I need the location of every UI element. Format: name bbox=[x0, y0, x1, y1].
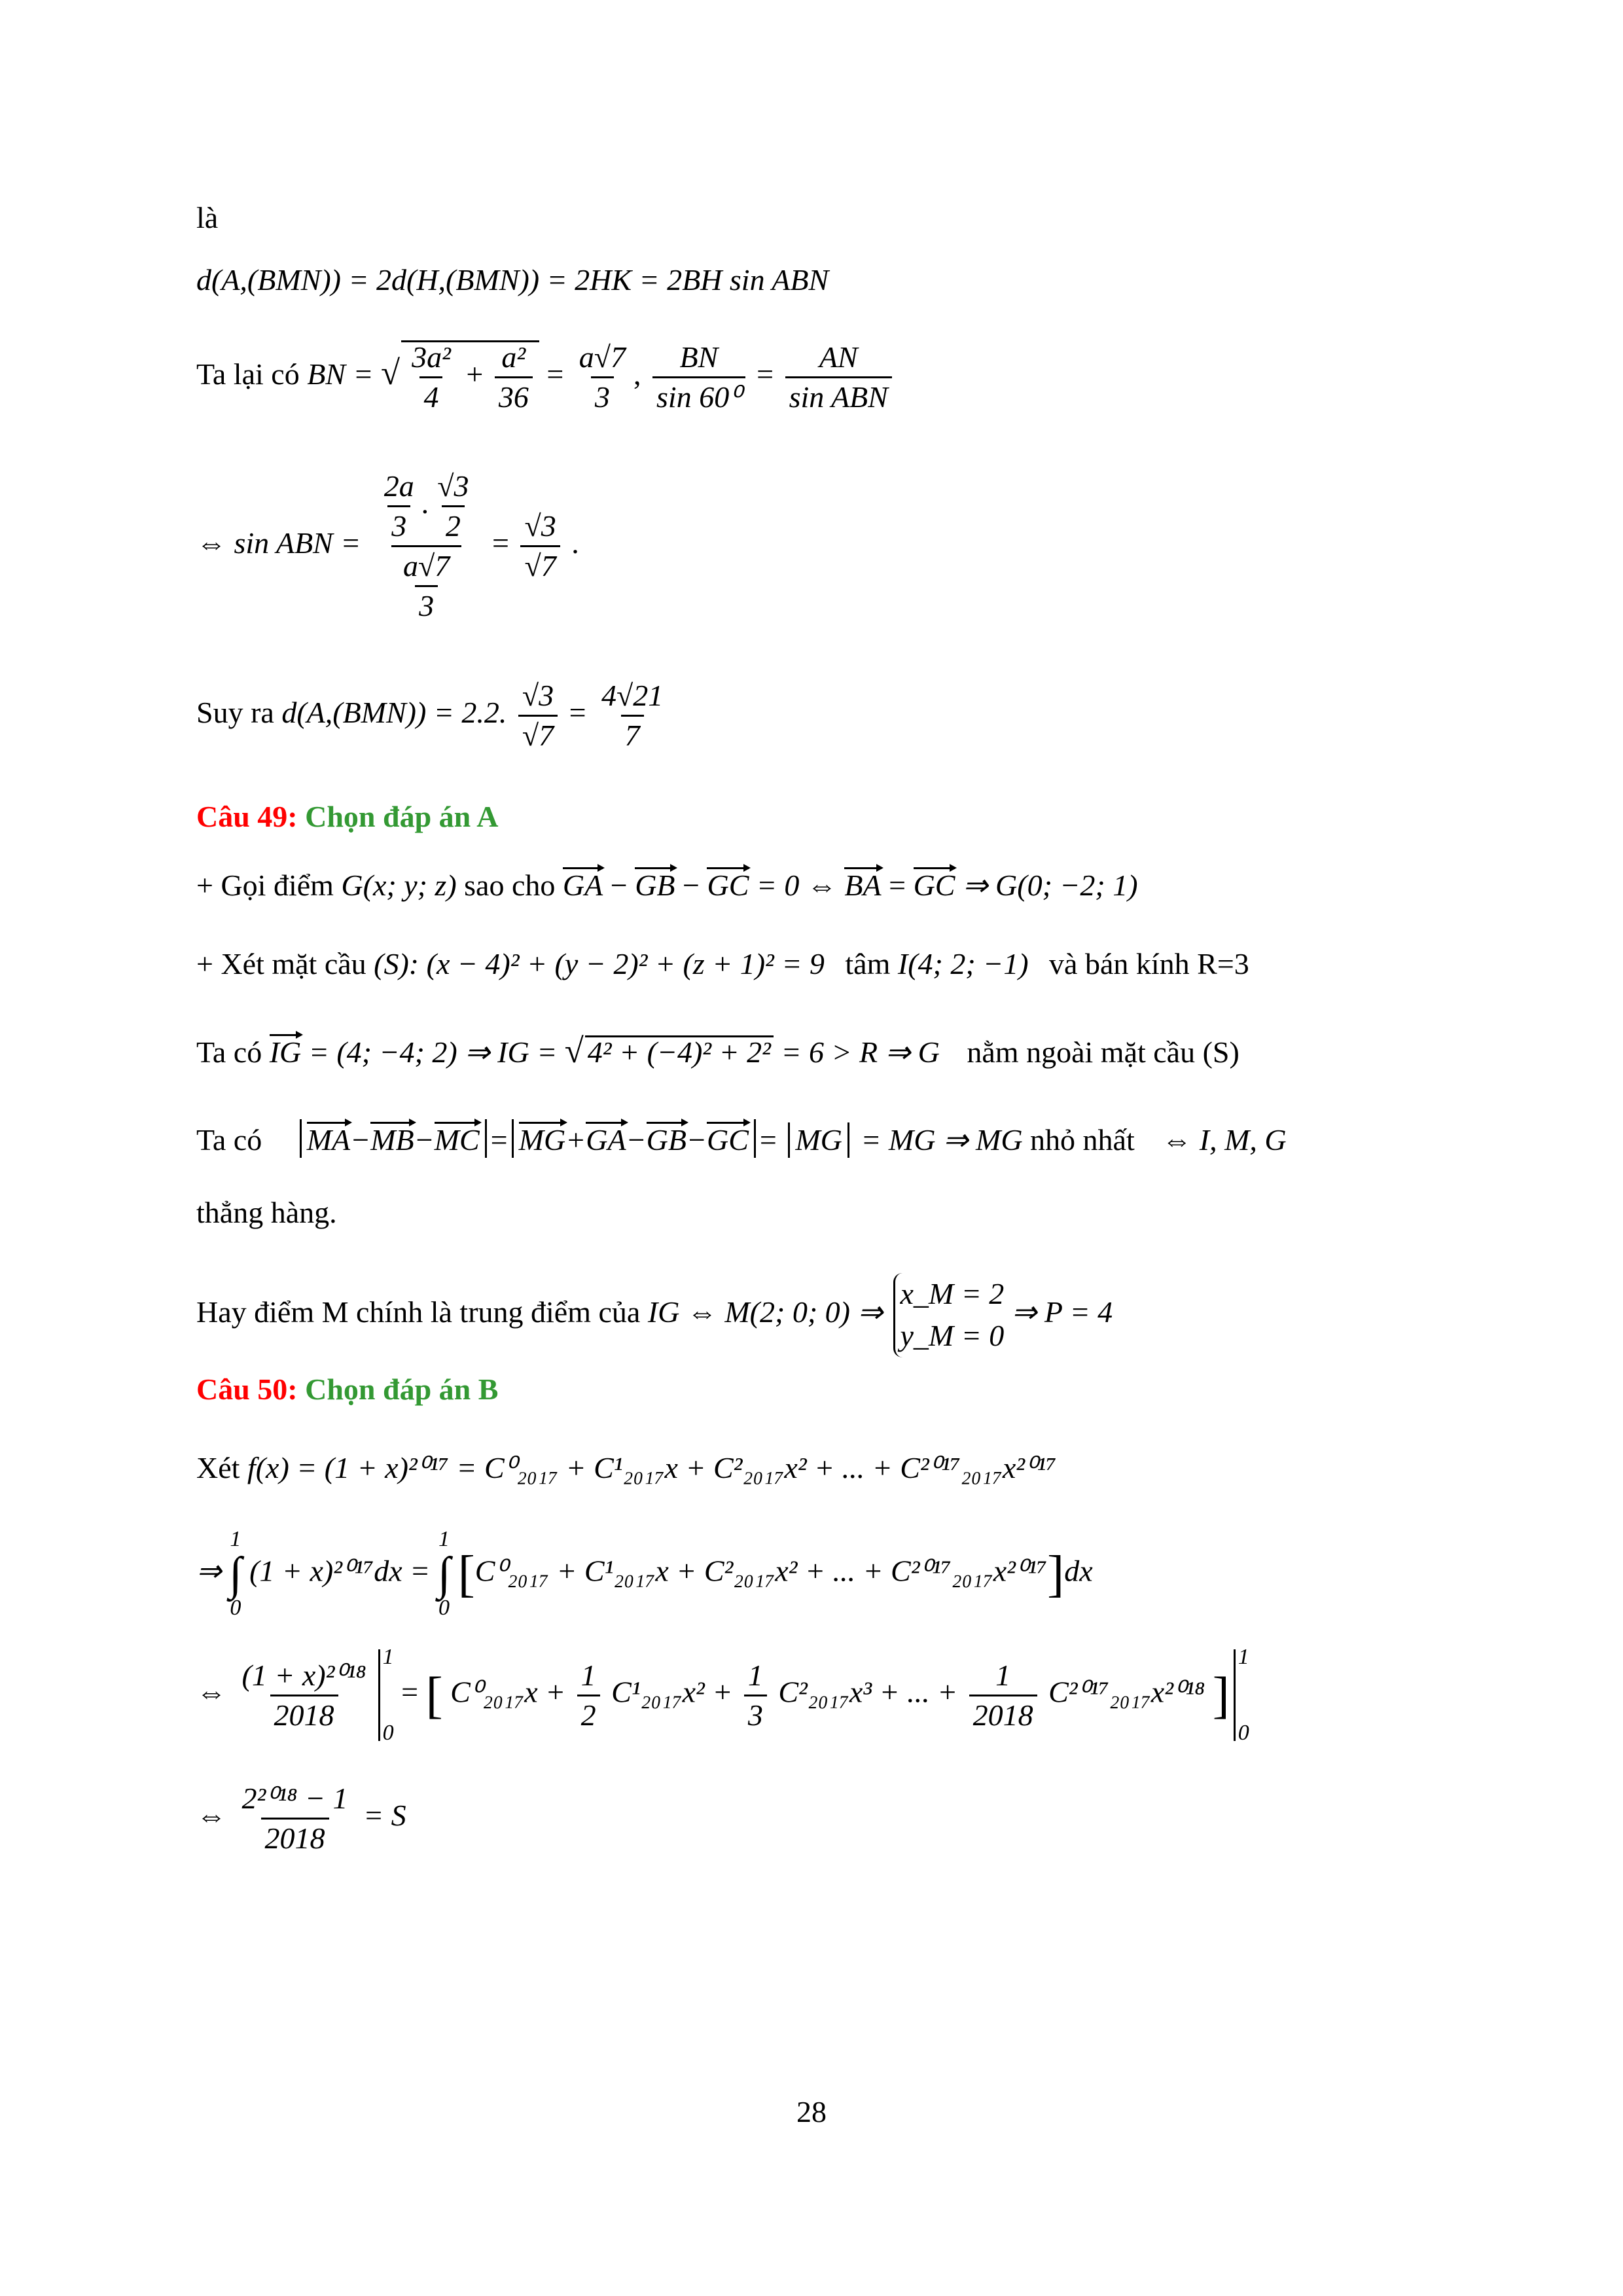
vector-gb: GB bbox=[635, 869, 675, 902]
lead-text: Ta lại có bbox=[196, 357, 300, 391]
fraction: $\frac{\text{2²⁰¹⁸ − 1}}{2018}$ bbox=[241, 1782, 348, 1855]
fraction: $\frac{a√7}{3}$ bbox=[579, 340, 626, 414]
evaluation-limits: 1 0 bbox=[382, 1645, 394, 1745]
final-result-line: ⇔ $\frac{\text{2²⁰¹⁸ − 1}}{2018}$ = S bbox=[196, 1782, 406, 1855]
compound-fraction: $\frac{2a}{3}$ . $\frac{√3}{2}$ $\frac{a√7}{3}$ bbox=[383, 469, 469, 622]
sin-abn-line: ⇔ sin ABN = $\frac{2a}{3}$ . $\frac{√3}{2}$ $\frac{a√7}{3}$ = $\frac{√3}{√7}$ . bbox=[196, 469, 579, 622]
integral-sign: ∫ bbox=[437, 1548, 451, 1600]
fraction: $\frac{4√21}{7}$ bbox=[601, 679, 664, 752]
text-la: là bbox=[196, 201, 219, 234]
absolute-value: MA−MB−MC bbox=[300, 1119, 487, 1158]
binomial-equation: f(x) = (1 + x)²⁰¹⁷ = C⁰₂₀₁₇ + C¹₂₀₁₇x + C²₂₀₁₇x² + ... + C²⁰¹⁷₂₀₁₇x²⁰¹⁷ bbox=[247, 1451, 1057, 1484]
fraction: $\frac{\text{(1 + x)²⁰¹⁸}}{2018}$ bbox=[241, 1658, 366, 1732]
evaluated-integral-line: ⇔ $\frac{\text{(1 + x)²⁰¹⁸}}{2018}$ 1 0 = [ C⁰₂₀₁₇x + $\frac{1}{2}$ C¹₂₀₁₇x² + $\frac{1}{3}$ C²₂₀₁₇x³ + ... + $\frac{1}{2018}$ C²⁰¹⁷₂₀₁₇x²⁰¹⁸ ] 1 0 bbox=[196, 1645, 1249, 1745]
question-49-heading bbox=[196, 802, 498, 832]
fraction: $\frac{√3}{√7}$ bbox=[520, 511, 560, 581]
absolute-value: MG+GA−GB−GC bbox=[512, 1119, 756, 1158]
binomial-expansion-line: Xét f(x) = (1 + x)²⁰¹⁷ = C⁰₂₀₁₇ + C¹₂₀₁₇x + C²₂₀₁₇x² + ... + C²⁰¹⁷₂₀₁₇x²⁰¹⁷ bbox=[196, 1451, 1057, 1484]
vector-gc: GC bbox=[913, 869, 955, 902]
question-50-heading bbox=[196, 1374, 498, 1405]
bn-lhs: BN = bbox=[307, 357, 374, 391]
sqrt-body: 4² + (−4)² + 2² bbox=[585, 1035, 774, 1067]
answer-choice: Chọn đáp án B bbox=[305, 1372, 499, 1406]
fraction: $\frac{1}{2}$ bbox=[577, 1660, 600, 1731]
sphere-equation: (S): (x − 4)² + (y − 2)² + (z + 1)² = 9 bbox=[374, 947, 825, 980]
ig-line: Ta có IG = (4; −4; 2) ⇒ IG = √ 4² + (−4)² + 2² = 6 > R ⇒ G nằm ngoài mặt cầu (S) bbox=[196, 1032, 1240, 1070]
evaluation-bar bbox=[1234, 1649, 1236, 1741]
evaluation-limits: 1 0 bbox=[1238, 1645, 1249, 1745]
answer-choice: Chọn đáp án A bbox=[305, 800, 499, 833]
integral-limits: 1 ∫ 0 bbox=[229, 1527, 242, 1621]
integral-sign: ∫ bbox=[229, 1548, 242, 1600]
sqrt-symbol: √ bbox=[381, 354, 401, 393]
integral-line: ⇒ 1 ∫ 0 (1 + x)²⁰¹⁷dx = 1 ∫ 0 [C⁰₂₀₁₇ + C¹₂₀₁₇x + C²₂₀₁₇x² + ... + C²⁰¹⁷₂₀₁₇x²⁰¹⁷]dx bbox=[196, 1527, 1093, 1621]
evaluation-bar bbox=[378, 1649, 380, 1741]
fraction: $\frac{√3}{√7}$ bbox=[518, 681, 558, 751]
point-g-line: + Gọi điểm G(x; y; z) sao cho GA − GB − GC = 0 ⇔ BA = GC ⇒ G(0; −2; 1) bbox=[196, 869, 1138, 902]
question-number: Câu 49: bbox=[196, 800, 298, 833]
suy-ra-line: Suy ra d(A,(BMN)) = 2.2. $\frac{√3}{√7}$ = $\frac{4√21}{7}$ bbox=[196, 681, 671, 751]
sphere-line: + Xét mặt cầu (S): (x − 4)² + (y − 2)² + (z + 1)² = 9 tâm I(4; 2; −1) và bán kính R=3 bbox=[196, 947, 1249, 980]
fraction: $\frac{AN}{\text{sin ABN}}$ bbox=[785, 342, 892, 412]
fraction: $\frac{1}{3}$ bbox=[744, 1660, 767, 1731]
vector-ga: GA bbox=[562, 869, 603, 902]
vector-gc: GC bbox=[707, 869, 749, 902]
lead-text: Suy ra bbox=[196, 696, 274, 730]
fraction: $\frac{1}{2018}$ bbox=[969, 1660, 1037, 1731]
sqrt-body: $\frac{\text{3a²}}{4}$ + $\frac{\text{a²}}{36}$ bbox=[401, 340, 539, 412]
abs-vector-line: Ta có MA−MB−MC = MG+GA−GB−GC = MG = MG ⇒ MG nhỏ nhất ⇔ I, M, G bbox=[196, 1119, 1287, 1158]
fraction: $\frac{BN}{\text{sin 60⁰}}$ bbox=[652, 342, 745, 412]
text-thang-hang: thẳng hàng. bbox=[196, 1196, 337, 1229]
fraction: $\frac{\text{a²}}{36}$ bbox=[495, 342, 533, 412]
page-number: 28 bbox=[796, 2095, 827, 2128]
sqrt-symbol: √ bbox=[564, 1032, 584, 1070]
sin-lhs: ⇔ sin ABN = bbox=[196, 526, 361, 560]
vector-ig: IG bbox=[269, 1035, 302, 1069]
question-number: Câu 50: bbox=[196, 1372, 298, 1406]
fraction: $\frac{\text{3a²}}{4}$ bbox=[412, 340, 451, 414]
bn-equation-line: Ta lại có BN = √ $\frac{\text{3a²}}{4}$ + $\frac{\text{a²}}{36}$ = $\frac{a√7}{3}$ , $\frac{BN}{\text{sin 60⁰}}$ = $\frac{AN}{\text{sin ABN}}$ bbox=[196, 340, 896, 412]
integral-limits: 1 ∫ 0 bbox=[437, 1527, 451, 1621]
midpoint-line: Hay điểm M chính là trung điểm của IG ⇔ M(2; 0; 0) ⇒ x_M = 2 y_M = 0 ⇒ P = 4 bbox=[196, 1273, 1113, 1357]
vector-ba: BA bbox=[844, 869, 882, 902]
absolute-value: MG bbox=[788, 1122, 849, 1158]
equation-system: x_M = 2 y_M = 0 bbox=[893, 1273, 1005, 1357]
distance-equation: d(A,(BMN)) = 2d(H,(BMN)) = 2HK = 2BH sin ABN bbox=[196, 263, 829, 296]
